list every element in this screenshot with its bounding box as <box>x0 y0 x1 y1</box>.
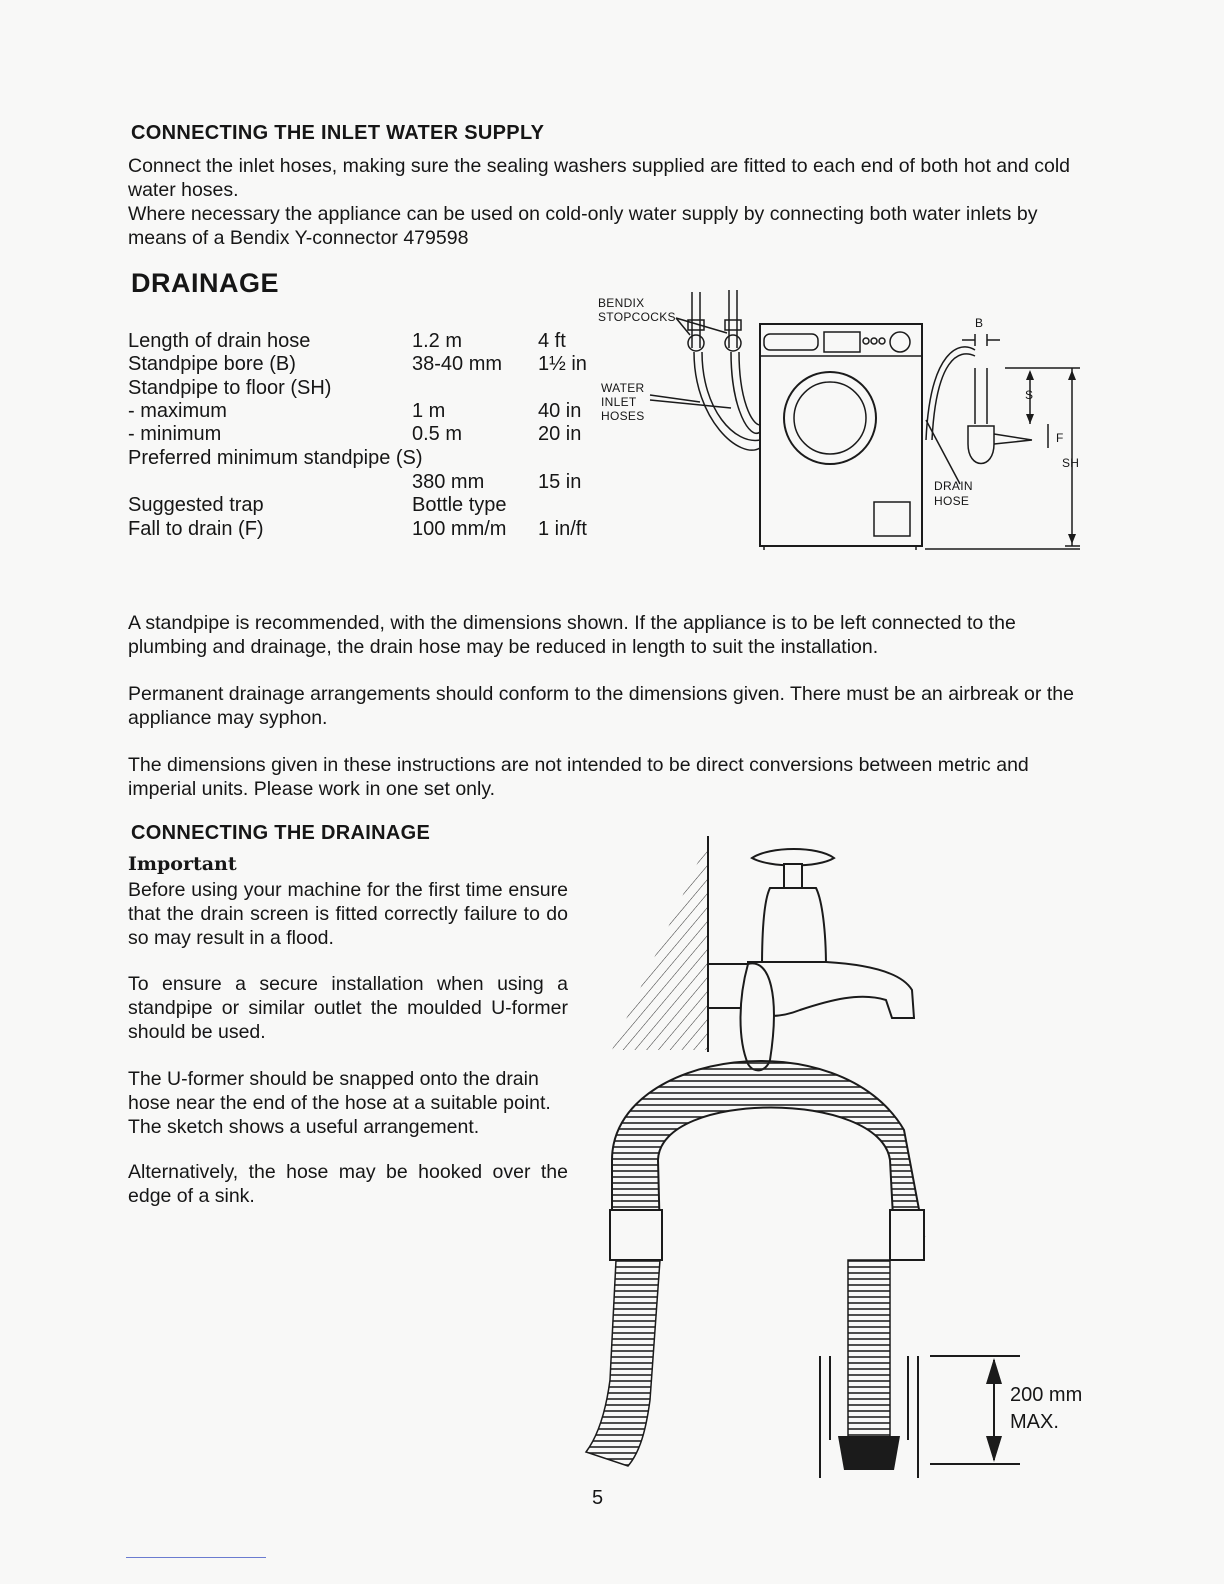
drainage-paragraph-2: Permanent drainage arrangements should conform to the dimensions given. There must be an airbreak or the appliance may syphon. <box>128 683 1074 729</box>
connecting-paragraph-2: To ensure a secure installation when using a standpipe or similar outlet the moulded U-former should be used. <box>128 973 568 1043</box>
spec-label: Fall to drain (F) <box>128 518 264 540</box>
spec-label: Standpipe bore (B) <box>128 353 296 375</box>
label-inlet: INLET <box>601 395 637 409</box>
spec-imperial: 15 in <box>538 471 582 493</box>
spec-label: - minimum <box>128 423 222 445</box>
spec-metric: 1.2 m <box>412 330 463 352</box>
drainage-paragraph-1: A standpipe is recommended, with the dimensions shown. If the appliance is to be left connected to the plumbing and drainage, the drain hose may be reduced in length to suit the installation. <box>128 612 1016 658</box>
spec-imperial: 1½ in <box>538 353 587 375</box>
label-b: B <box>975 316 984 330</box>
page-number: 5 <box>592 1487 604 1509</box>
spec-label: Standpipe to floor (SH) <box>128 377 332 399</box>
inlet-heading: CONNECTING THE INLET WATER SUPPLY <box>131 122 545 144</box>
spec-imperial: 4 ft <box>538 330 566 352</box>
spec-metric: 0.5 m <box>412 423 463 445</box>
label-water: WATER <box>601 381 645 395</box>
spec-label: Suggested trap <box>128 494 264 516</box>
spec-imperial: 20 in <box>538 423 582 445</box>
spec-label: Length of drain hose <box>128 330 311 352</box>
label-hoses: HOSES <box>601 409 645 423</box>
spec-metric: 380 mm <box>412 471 485 493</box>
label-bendix: BENDIX <box>598 296 645 310</box>
spec-label: Preferred minimum standpipe (S) <box>128 447 423 469</box>
label-stopcocks: STOPCOCKS <box>598 310 676 324</box>
footer-rule <box>126 1557 266 1558</box>
spec-label: - maximum <box>128 400 227 422</box>
connecting-drainage-heading: CONNECTING THE DRAINAGE <box>131 822 431 844</box>
inlet-paragraph-1: Connect the inlet hoses, making sure the sealing washers supplied are fitted to each end of both hot and cold water hoses. <box>128 155 1071 201</box>
label-hose: HOSE <box>934 494 970 508</box>
label-f: F <box>1056 431 1064 445</box>
drainage-paragraph-3: The dimensions given in these instructions are not intended to be direct conversions between metric and imperial units. Please work in one set only. <box>128 754 1029 800</box>
spec-metric: 100 mm/m <box>412 518 507 540</box>
connecting-paragraph-4: Alternatively, the hose may be hooked over the edge of a sink. <box>128 1161 568 1207</box>
label-drain: DRAIN <box>934 479 973 493</box>
connecting-paragraph-3: The U-former should be snapped onto the drain hose near the end of the hose at a suitable point. The sketch shows a useful arrangement. <box>128 1068 551 1138</box>
spec-metric: 38-40 mm <box>412 353 503 375</box>
spec-imperial: 1 in/ft <box>538 518 587 540</box>
inlet-paragraph-2: Where necessary the appliance can be used on cold-only water supply by connecting both water inlets by means of a Bendix Y-connector 479598 <box>128 203 1038 249</box>
connecting-paragraph-1: Before using your machine for the first time ensure that the drain screen is fitted correctly failure to do so may result in a flood. <box>128 879 568 949</box>
dimension-max: MAX. <box>1010 1411 1059 1433</box>
spec-metric: Bottle type <box>412 494 507 516</box>
spec-imperial: 40 in <box>538 400 582 422</box>
important-heading: Important <box>128 853 237 875</box>
dimension-200mm: 200 mm <box>1010 1384 1083 1406</box>
label-s: S <box>1025 388 1034 402</box>
label-sh: SH <box>1062 456 1080 470</box>
spec-metric: 1 m <box>412 400 446 422</box>
drainage-heading: DRAINAGE <box>131 268 280 298</box>
